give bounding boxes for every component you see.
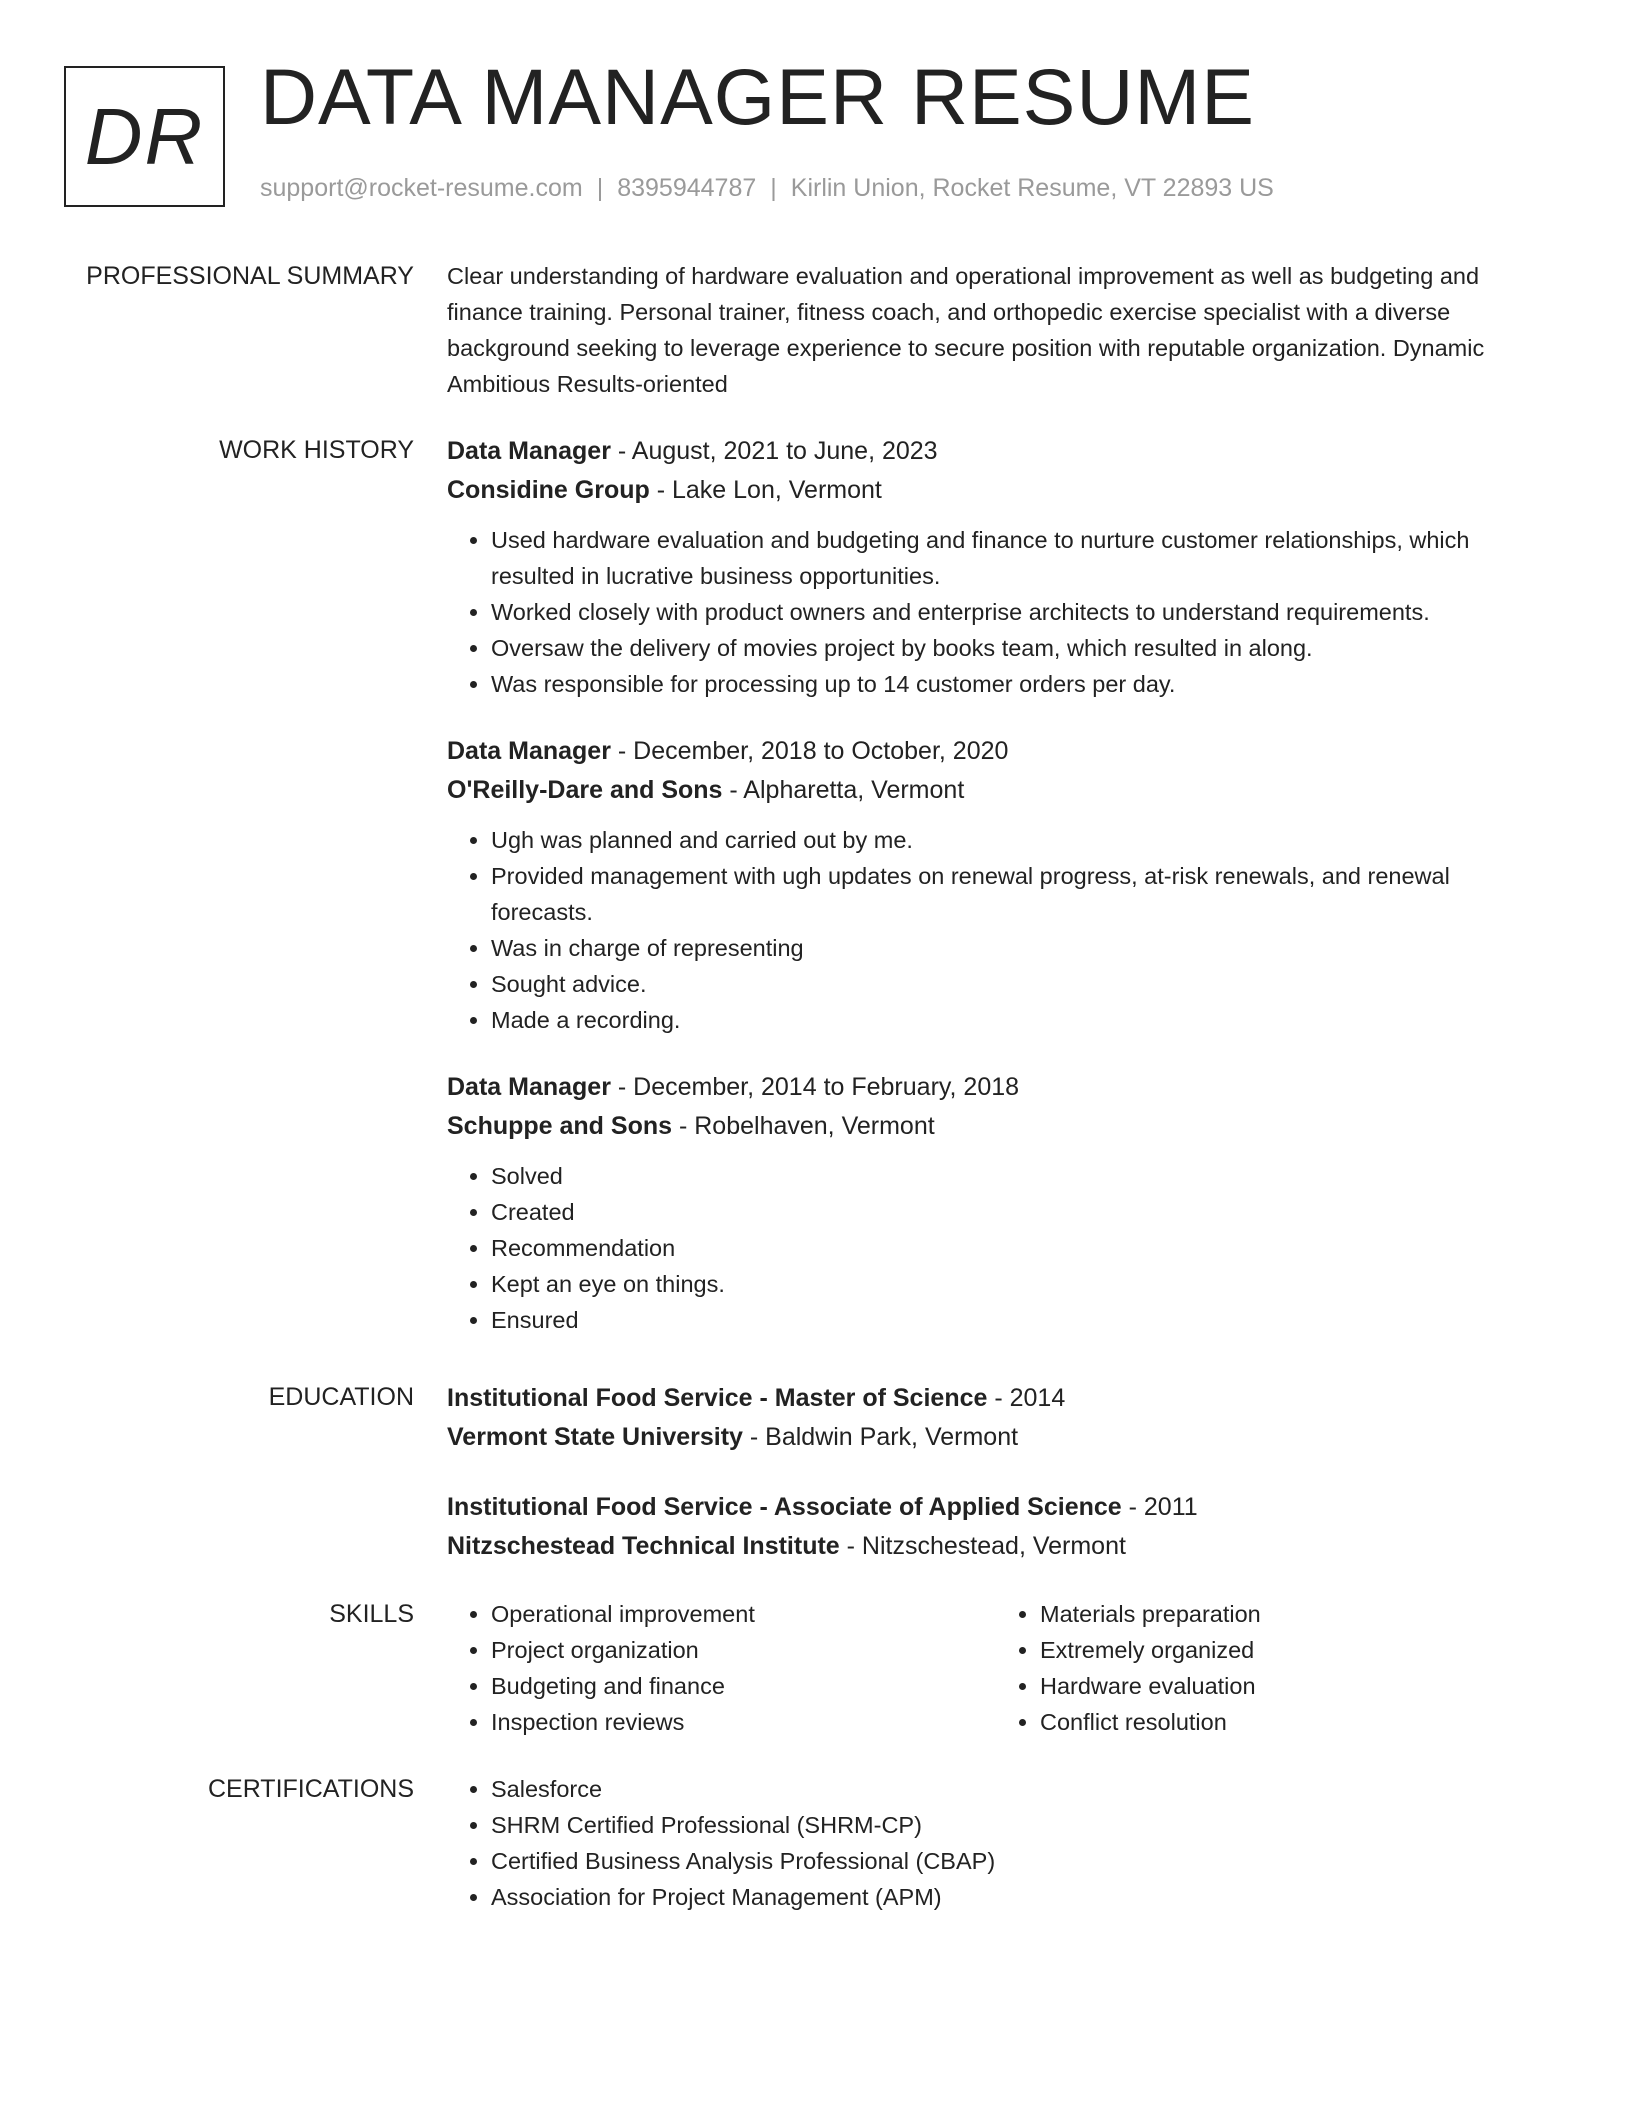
list-item: • Ugh was planned and carried out by me. — [491, 822, 1547, 858]
list-item: • Was responsible for processing up to 14 customer orders per day. — [491, 666, 1547, 702]
contact-line — [260, 174, 1274, 203]
list-item: • Used hardware evaluation and budgeting and finance to nurture customer relationships, which resulted in lucrative business opportunities. — [491, 522, 1547, 594]
skill-item: • Inspection reviews — [491, 1704, 996, 1740]
initials-text: DR — [84, 91, 205, 181]
contact-separator: | — [770, 174, 777, 202]
list-item: • Kept an eye on things. — [491, 1266, 1547, 1302]
contact-separator: | — [596, 174, 604, 202]
job-role: Data Manager — [447, 737, 611, 765]
job-location: - Alpharetta, Vermont — [722, 776, 965, 804]
list-item: • Created — [491, 1194, 1547, 1230]
degree-year: - 2011 — [1121, 1493, 1198, 1521]
list-item: • Solved — [491, 1158, 1547, 1194]
certification-item: • Certified Business Analysis Professional (CBAP) — [491, 1843, 1547, 1879]
contact-address: Kirlin Union, Rocket Resume, VT 22893 US — [790, 174, 1274, 202]
job-dates: - December, 2014 to February, 2018 — [610, 1073, 1020, 1101]
skill-item: • Materials preparation — [1040, 1596, 1545, 1632]
initials-monogram — [64, 66, 225, 207]
list-item: • Ensured — [491, 1302, 1547, 1338]
job-dates: - December, 2018 to October, 2020 — [610, 737, 1009, 765]
degree-year: - 2014 — [987, 1384, 1066, 1412]
job-location: - Lake Lon, Vermont — [649, 476, 882, 504]
list-item: • Oversaw the delivery of movies project by books team, which resulted in along. — [491, 630, 1547, 666]
job-company-line — [447, 1107, 1547, 1146]
contact-phone: 8395944787 — [617, 174, 757, 202]
job-company-line — [447, 771, 1547, 810]
summary-text: Clear understanding of hardware evaluation and operational improvement as well as budgeting and finance training. Personal trainer, fitness coach, and orthopedic exercise specialist with a diverse background seeking to leverage experience to secure position with reputable organization. Dynamic Ambitious Results-oriented — [447, 263, 1485, 397]
skills-list-left — [447, 1596, 996, 1740]
degree-name: Institutional Food Service - Associate of Applied Science — [447, 1493, 1122, 1521]
job-company: O'Reilly-Dare and Sons — [447, 776, 723, 804]
job-role: Data Manager — [447, 1073, 611, 1101]
list-item: • Sought advice. — [491, 966, 1547, 1002]
skill-item: • Extremely organized — [1040, 1632, 1545, 1668]
job-title-line — [447, 1068, 1547, 1107]
list-item: • Worked closely with product owners and enterprise architects to understand requirements. — [491, 594, 1547, 630]
job-bullets — [447, 822, 1547, 1038]
job-bullets — [447, 1158, 1547, 1338]
job-company: Considine Group — [447, 476, 650, 504]
school-line — [447, 1527, 1547, 1566]
skill-item: • Project organization — [491, 1632, 996, 1668]
degree-name: Institutional Food Service - Master of Science — [447, 1384, 988, 1412]
job-location: - Robelhaven, Vermont — [672, 1112, 935, 1140]
job-company: Schuppe and Sons — [447, 1112, 673, 1140]
resume-title: DATA MANAGER RESUME — [260, 52, 1255, 141]
section-title-certifications: CERTIFICATIONS — [207, 1775, 414, 1803]
certification-item: • Association for Project Management (APM) — [491, 1879, 1547, 1915]
education-entry — [447, 1379, 1547, 1457]
section-title-summary: PROFESSIONAL SUMMARY — [86, 262, 414, 290]
certification-item: • SHRM Certified Professional (SHRM-CP) — [491, 1807, 1547, 1843]
job-entry — [447, 432, 1547, 702]
section-title-work-history: WORK HISTORY — [219, 436, 414, 464]
contact-email: support@rocket-resume.com — [260, 174, 583, 202]
job-entry — [447, 732, 1547, 1038]
job-company-line — [447, 471, 1547, 510]
section-title-skills: SKILLS — [329, 1600, 414, 1628]
skill-item: • Hardware evaluation — [1040, 1668, 1545, 1704]
skills-list-right — [996, 1596, 1545, 1740]
list-item: • Made a recording. — [491, 1002, 1547, 1038]
degree-line — [447, 1488, 1547, 1527]
job-role: Data Manager — [447, 437, 611, 465]
school-line — [447, 1418, 1547, 1457]
skill-item: • Budgeting and finance — [491, 1668, 996, 1704]
job-entry — [447, 1068, 1547, 1338]
school-location: - Baldwin Park, Vermont — [742, 1423, 1019, 1451]
certifications-list — [447, 1771, 1547, 1915]
list-item: • Provided management with ugh updates on renewal progress, at-risk renewals, and renewal forecasts. — [491, 858, 1547, 930]
skill-item: • Operational improvement — [491, 1596, 996, 1632]
certification-item: • Salesforce — [491, 1771, 1547, 1807]
list-item: • Was in charge of representing — [491, 930, 1547, 966]
skill-item: • Conflict resolution — [1040, 1704, 1545, 1740]
degree-line — [447, 1379, 1547, 1418]
list-item: • Recommendation — [491, 1230, 1547, 1266]
job-bullets — [447, 522, 1547, 702]
job-title-line — [447, 432, 1547, 471]
education-entry — [447, 1488, 1547, 1566]
job-title-line — [447, 732, 1547, 771]
job-dates: - August, 2021 to June, 2023 — [610, 437, 938, 465]
section-title-education: EDUCATION — [268, 1383, 414, 1411]
school-location: - Nitzschestead, Vermont — [839, 1532, 1126, 1560]
school-name: Vermont State University — [447, 1423, 743, 1451]
school-name: Nitzschestead Technical Institute — [447, 1532, 840, 1560]
